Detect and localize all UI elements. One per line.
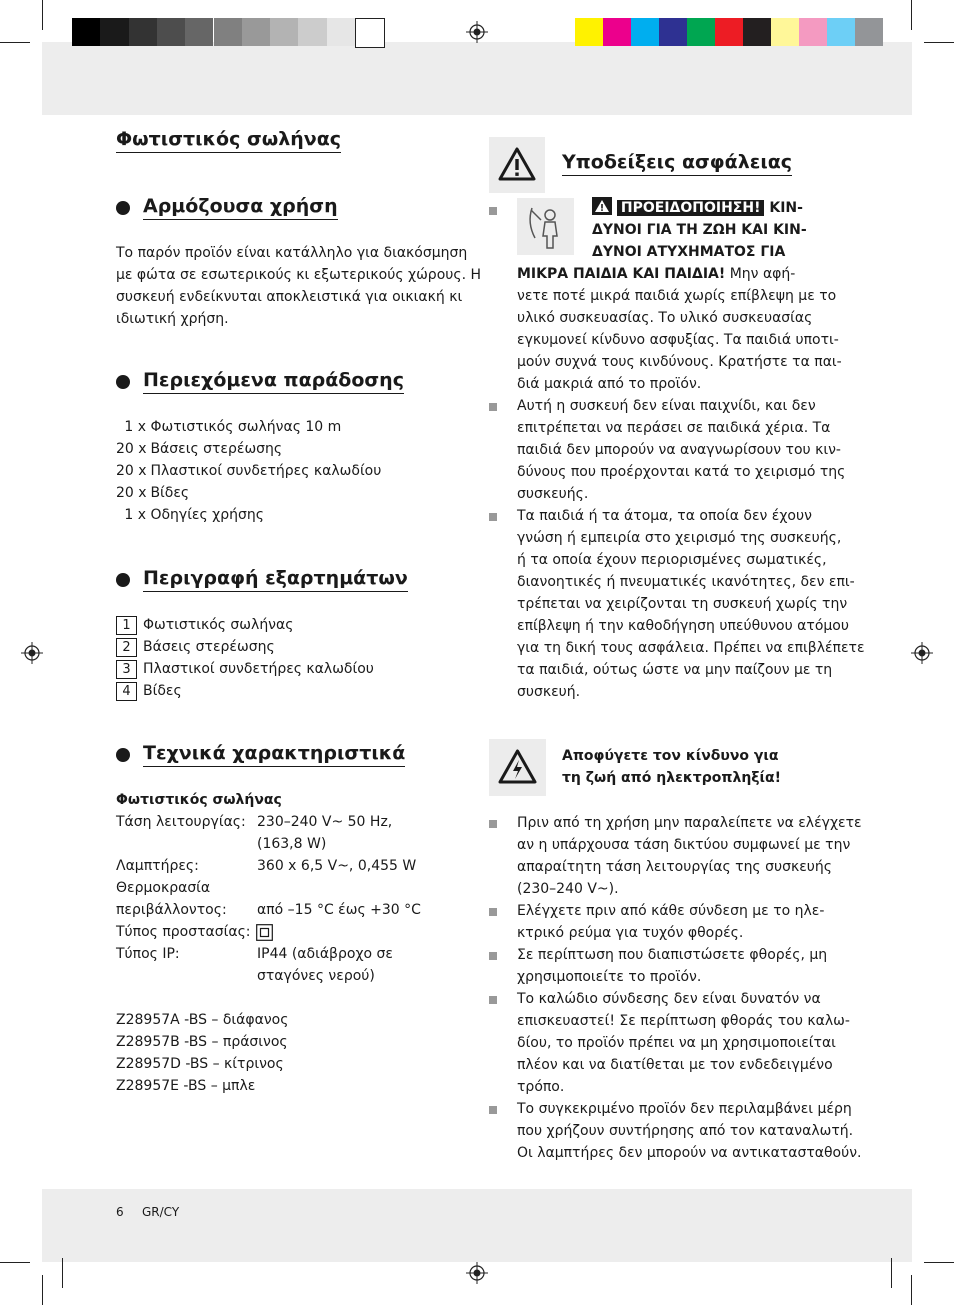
child-warning-icon-box xyxy=(517,198,574,255)
text-line: συσκευής. xyxy=(517,486,589,502)
bullet-square xyxy=(489,996,497,1004)
parts-heading: Περιγραφή εξαρτημάτων xyxy=(143,567,408,592)
text-line: επίβλεψη ή την καθοδήγηση υπεύθυνου ατόμου xyxy=(517,618,849,634)
text-line: Το καλώδιο σύνδεσης δεν είναι δυνατόν να xyxy=(517,991,821,1007)
registration-mark-icon xyxy=(21,642,43,664)
list-item: 20 x Βίδες xyxy=(116,485,190,501)
page-title: Φωτιστικός σωλήνας xyxy=(116,128,341,153)
list-item: Z28957D -BS – κίτρινος xyxy=(116,1056,284,1072)
text-line: Πριν από τη χρήση μην παραλείπετε να ελέγχετε xyxy=(517,815,862,831)
page-number: 6 xyxy=(116,1205,124,1219)
warning-triangle-icon xyxy=(592,197,612,215)
gray-swatch xyxy=(327,18,355,46)
bullet-square xyxy=(489,403,497,411)
spec-label: Λαμπτήρες: xyxy=(116,858,199,874)
text-line: Τα παιδιά ή τα άτομα, τα οποία δεν έχουν xyxy=(517,508,812,524)
bullet-square xyxy=(489,952,497,960)
color-swatch xyxy=(659,18,687,46)
gray-swatch xyxy=(242,18,270,46)
list-item: 20 x Πλαστικοί συνδετήρες καλωδίου xyxy=(116,463,382,479)
part-label: Φωτιστικός σωλήνας xyxy=(143,617,294,633)
text-line: εγκυμονεί κίνδυνο ασφυξίας. Τα παιδιά υποτι- xyxy=(517,332,839,348)
electric-bullet-text xyxy=(517,988,850,1098)
text-line: διά μακριά από το προϊόν. xyxy=(517,376,702,392)
color-swatch xyxy=(715,18,743,46)
text-line: πλέον και να διατίθεται με τον ενδεδειγμένο xyxy=(517,1057,833,1073)
spec-label: Τύπος προστασίας: xyxy=(116,924,251,940)
text-line: Το συγκεκριμένο προϊόν δεν περιλαμβάνει μέρη xyxy=(517,1101,852,1117)
text-line: ιδιωτική χρήση. xyxy=(116,311,229,327)
delivery-list xyxy=(116,416,381,526)
electric-warning-title xyxy=(562,745,781,789)
gray-swatch xyxy=(214,18,242,46)
spec-value: σταγόνες νερού) xyxy=(257,968,375,984)
safety-heading: Υποδείξεις ασφάλειας xyxy=(562,151,792,176)
text-line: δίου, το προϊόν πρέπει να μη χρησιμοποιείται xyxy=(517,1035,836,1051)
text-line: (230–240 V~). xyxy=(517,881,619,897)
electric-bullet-text xyxy=(517,900,824,944)
spec-value: 230–240 V~ 50 Hz, xyxy=(257,814,393,830)
bullet-square xyxy=(489,908,497,916)
child-with-packaging-icon xyxy=(517,198,574,255)
text-line: συσκευή. xyxy=(517,684,581,700)
color-swatch xyxy=(827,18,855,46)
spec-label: Τάση λειτουργίας: xyxy=(116,814,246,830)
text-line: διανοητικές ή πνευματικές ικανότητες, δεν επι- xyxy=(517,574,855,590)
text-line: τα παιδιά, ούτως ώστε να μην παίζουν με τη xyxy=(517,662,833,678)
part-number-box: 4 xyxy=(116,682,137,701)
section-bullet xyxy=(116,748,130,762)
gray-swatch xyxy=(157,18,185,46)
text-line: ή τα οποία έχουν περιορισμένες σωματικές, xyxy=(517,552,827,568)
gray-swatch xyxy=(72,18,100,46)
bullet-square xyxy=(489,820,497,828)
child-warning-title: ΠΡΟΕΙΔΟΠΟΙΗΣΗ! ΚΙΝ- xyxy=(592,197,803,219)
high-voltage-icon xyxy=(489,739,546,796)
part-number-box: 3 xyxy=(116,660,137,679)
child-warning-title-line: ΔΥΝΟΙ ΓΙΑ ΤΗ ΖΩΗ ΚΑΙ ΚΙΝ- xyxy=(592,222,807,238)
color-swatch xyxy=(771,18,799,46)
delivery-heading: Περιεχόμενα παράδοσης xyxy=(143,369,404,394)
text-line: τρέπεται να χειρίζονται τη συσκευή χωρίς την xyxy=(517,596,848,612)
text-line: μούν συχνά τους κινδύνους. Κρατήστε τα παι- xyxy=(517,354,842,370)
footer-band xyxy=(42,1189,912,1262)
spec-value: IP44 (αδιάβροχο σε xyxy=(257,946,393,962)
warning-icon-box xyxy=(489,137,545,193)
text-line: νετε ποτέ μικρά παιδιά χωρίς επίβλεψη με το xyxy=(517,288,837,304)
registration-mark-icon xyxy=(466,1262,488,1284)
text-line: Το παρόν προϊόν είναι κατάλληλο για διακόσμηση xyxy=(116,245,468,261)
electric-bullet-text xyxy=(517,812,862,900)
text-line: με φώτα σε εσωτερικούς κι εξωτερικούς χώρους. Η xyxy=(116,267,481,283)
intended-use-heading: Αρμόζουσα χρήση xyxy=(143,195,338,220)
text-line: Αποφύγετε τον κίνδυνο για xyxy=(562,748,779,764)
spec-label: Θερμοκρασία xyxy=(116,880,211,896)
text-line: χρησιμοποιείτε το προϊόν. xyxy=(517,969,702,985)
warning-label: ΠΡΟΕΙΔΟΠΟΙΗΣΗ! xyxy=(617,200,765,216)
gray-swatch xyxy=(270,18,298,46)
gray-swatch xyxy=(100,18,128,46)
gray-swatch xyxy=(185,18,213,46)
gray-swatch xyxy=(298,18,326,46)
intended-use-text xyxy=(116,242,481,330)
safety-bullet-text xyxy=(517,505,865,703)
section-bullet xyxy=(116,375,130,389)
text-line: παιδιά δεν μπορούν να αναγνωρίσουν του κιν- xyxy=(517,442,841,458)
text-line: υλικό συσκευασίας. Το υλικό συσκευασίας xyxy=(517,310,813,326)
registration-mark-icon xyxy=(911,642,933,664)
part-number-box: 2 xyxy=(116,638,137,657)
color-swatch xyxy=(855,18,883,46)
text-line: Οι λαμπτήρες δεν μπορούν να αντικατασταθούν. xyxy=(517,1145,862,1161)
list-item: Z28957B -BS – πράσινος xyxy=(116,1034,288,1050)
model-list xyxy=(116,1009,288,1097)
protection-class-ii-icon xyxy=(256,924,273,941)
electric-bullet-text xyxy=(517,1098,862,1164)
color-swatch xyxy=(603,18,631,46)
text-line: Σε περίπτωση που διαπιστώσετε φθορές, μη xyxy=(517,947,828,963)
color-swatch xyxy=(687,18,715,46)
text-line: ΜΙΚΡΑ ΠΑΙΔΙΑ ΚΑΙ ΠΑΙΔΙΑ! Μην αφή- xyxy=(517,266,796,282)
text-line: κτρικό ρεύμα για τυχόν φθορές. xyxy=(517,925,744,941)
text-line: για τη δική τους ασφάλεια. Πρέπει να επιβλέπετε xyxy=(517,640,865,656)
safety-bullet-text xyxy=(517,395,845,505)
color-swatch xyxy=(575,18,603,46)
bullet-square xyxy=(489,513,497,521)
bullet-square xyxy=(489,1106,497,1114)
part-label: Βίδες xyxy=(143,683,182,699)
child-warning-text xyxy=(517,263,842,395)
specs-heading: Τεχνικά χαρακτηριστικά xyxy=(143,742,405,767)
spec-label: περιβάλλοντος: xyxy=(116,902,227,918)
color-swatch xyxy=(743,18,771,46)
header-band xyxy=(42,42,912,115)
list-item: Z28957E -BS – μπλε xyxy=(116,1078,256,1094)
text-line: συσκευή ενδείκνυται αποκλειστικά για οικιακή κι xyxy=(116,289,463,305)
text-line: Ελέγχετε πριν από κάθε σύνδεση με το ηλε- xyxy=(517,903,825,919)
spec-value: (163,8 W) xyxy=(257,836,327,852)
section-bullet xyxy=(116,201,130,215)
list-item: 1 x Οδηγίες χρήσης xyxy=(124,507,264,523)
spec-label: Τύπος IP: xyxy=(116,946,180,962)
list-item: 20 x Βάσεις στερέωσης xyxy=(116,441,283,457)
warning-triangle-icon xyxy=(489,137,545,193)
bullet-square xyxy=(489,207,497,215)
spec-value: 360 x 6,5 V~, 0,455 W xyxy=(257,858,417,874)
text-line: απαραίτητη τάση λειτουργίας της συσκευής xyxy=(517,859,832,875)
text-line: αν η υπάρχουσα τάση δικτύου συμφωνεί με την xyxy=(517,837,851,853)
color-swatch xyxy=(631,18,659,46)
gray-swatch xyxy=(355,18,385,48)
text-line: που χρήζουν συντήρησης από τον καταναλωτή. xyxy=(517,1123,854,1139)
part-label: Βάσεις στερέωσης xyxy=(143,639,275,655)
list-item: Z28957A -BS – διάφανος xyxy=(116,1012,289,1028)
text-line: επισκευαστεί! Σε περίπτωση φθοράς του καλω- xyxy=(517,1013,850,1029)
text-line: δύνους που προέρχονται κατά το χειρισμό της xyxy=(517,464,846,480)
language-code: GR/CY xyxy=(142,1205,180,1219)
text-line: Αυτή η συσκευή δεν είναι παιχνίδι, και δεν xyxy=(517,398,816,414)
electric-bullet-text xyxy=(517,944,827,988)
part-number-box: 1 xyxy=(116,616,137,635)
text-line: τη ζωή από ηλεκτροπληξία! xyxy=(562,770,782,786)
color-swatch xyxy=(799,18,827,46)
list-item: 1 x Φωτιστικός σωλήνας 10 m xyxy=(124,419,342,435)
section-bullet xyxy=(116,573,130,587)
spec-value: από –15 °C έως +30 °C xyxy=(257,902,421,918)
text-line: τρόπο. xyxy=(517,1079,565,1095)
electric-warning-icon-box xyxy=(489,739,546,796)
text-line: γνώση ή εμπειρία στο χειρισμό της συσκευής, xyxy=(517,530,842,546)
child-warning-title-line: ΔΥΝΟΙ ΑΤΥΧΗΜΑΤΟΣ ΓΙΑ xyxy=(592,244,786,260)
gray-swatch xyxy=(129,18,157,46)
text-line: επιτρέπεται να περάσει σε παιδικά χέρια. Τα xyxy=(517,420,831,436)
part-label: Πλαστικοί συνδετήρες καλωδίου xyxy=(143,661,374,677)
registration-mark-icon xyxy=(466,21,488,43)
specs-subheading: Φωτιστικός σωλήνας xyxy=(116,792,282,808)
